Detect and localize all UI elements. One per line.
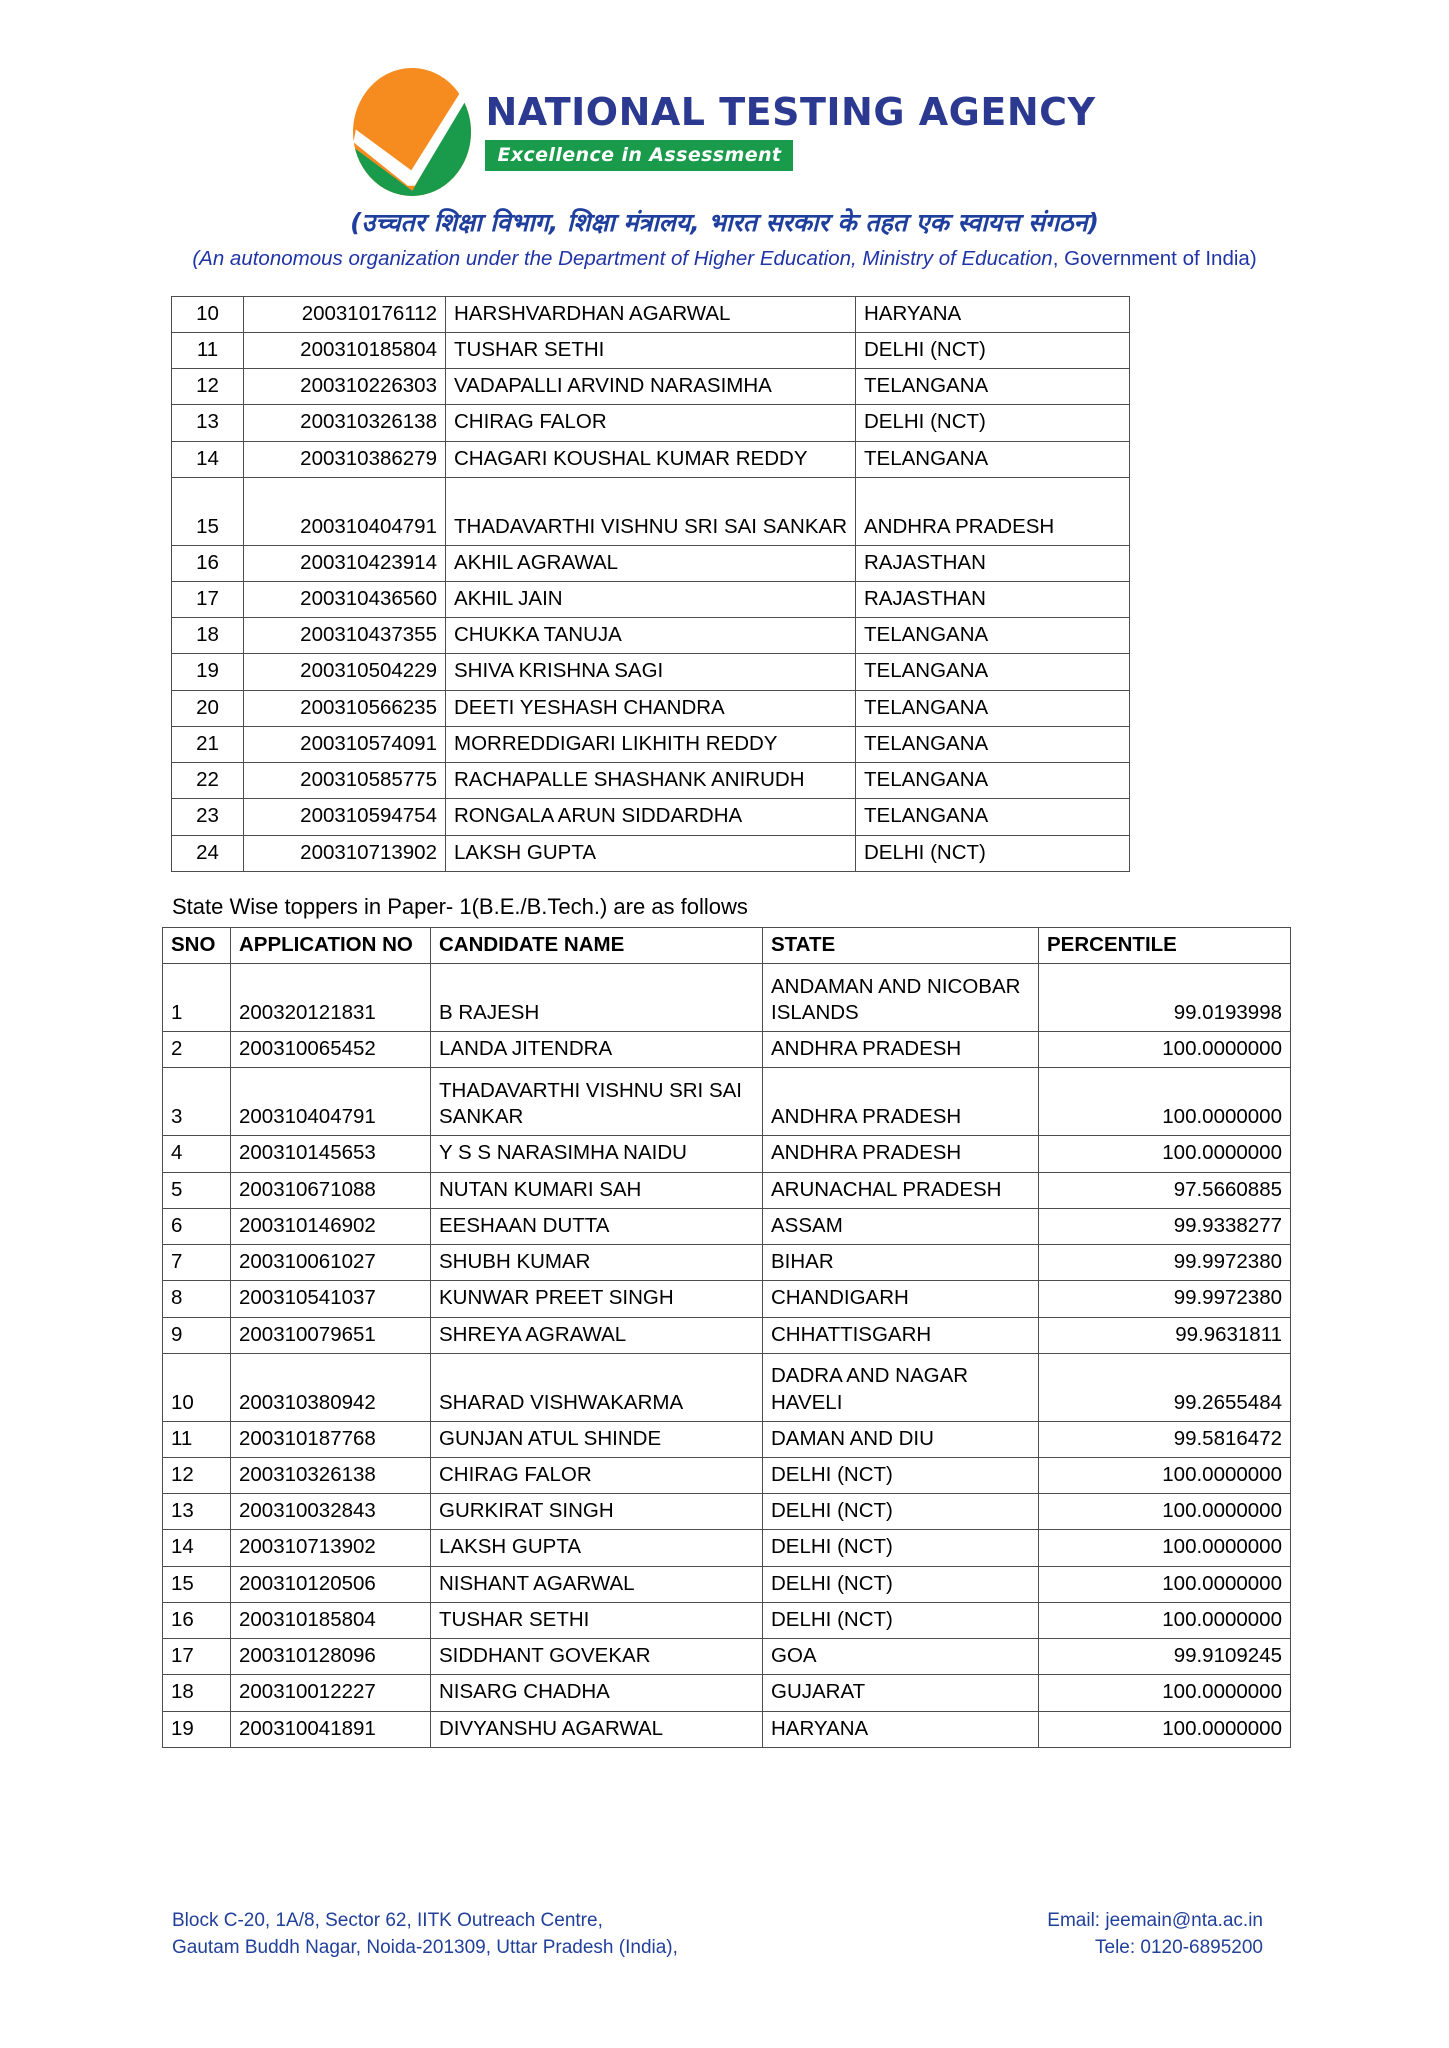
cell-application-no: 200310065452 — [231, 1032, 431, 1068]
cell-percentile: 99.9972380 — [1039, 1281, 1291, 1317]
cell-state: DAMAN AND DIU — [763, 1421, 1039, 1457]
footer-address — [172, 1907, 678, 1962]
cell-state: TELANGANA — [856, 726, 1130, 762]
table-row — [163, 1317, 1291, 1353]
cell-percentile: 99.5816472 — [1039, 1421, 1291, 1457]
english-subtitle-italic: (An autonomous organization under the Department of Higher Education, Ministry of Education — [192, 247, 1053, 270]
cell-sno: 9 — [163, 1317, 231, 1353]
cell-sno: 8 — [163, 1281, 231, 1317]
cell-state: ARUNACHAL PRADESH — [763, 1172, 1039, 1208]
cell-application-no: 200310226303 — [244, 369, 446, 405]
cell-sno: 10 — [172, 296, 244, 332]
footer-email: Email: jeemain@nta.ac.in — [1047, 1909, 1263, 1931]
cell-application-no: 200310012227 — [231, 1675, 431, 1711]
cell-application-no: 200310128096 — [231, 1639, 431, 1675]
english-subtitle-rest: , Government of India) — [1052, 247, 1257, 270]
cell-sno: 19 — [163, 1711, 231, 1747]
cell-sno: 21 — [172, 726, 244, 762]
cell-sno: 13 — [163, 1494, 231, 1530]
state-toppers-table — [162, 927, 1291, 1748]
cell-percentile: 100.0000000 — [1039, 1675, 1291, 1711]
cell-candidate-name: SHREYA AGRAWAL — [431, 1317, 763, 1353]
cell-state: HARYANA — [856, 296, 1130, 332]
cell-state: CHHATTISGARH — [763, 1317, 1039, 1353]
cell-application-no: 200310041891 — [231, 1711, 431, 1747]
cell-sno: 17 — [172, 582, 244, 618]
cell-application-no: 200310713902 — [244, 835, 446, 871]
cell-candidate-name: NUTAN KUMARI SAH — [431, 1172, 763, 1208]
cell-sno: 7 — [163, 1245, 231, 1281]
cell-application-no: 200310404791 — [244, 477, 446, 545]
cell-percentile: 100.0000000 — [1039, 1136, 1291, 1172]
cell-sno: 23 — [172, 799, 244, 835]
cell-percentile: 100.0000000 — [1039, 1711, 1291, 1747]
cell-application-no: 200310404791 — [231, 1068, 431, 1136]
table-row — [172, 690, 1130, 726]
cell-sno: 1 — [163, 964, 231, 1032]
footer-address-line-1: Block C-20, 1A/8, Sector 62, IITK Outreach Centre, — [172, 1909, 603, 1931]
cell-application-no: 200310380942 — [231, 1353, 431, 1421]
table-row — [172, 441, 1130, 477]
cell-percentile: 100.0000000 — [1039, 1530, 1291, 1566]
table-row — [163, 1172, 1291, 1208]
hindi-subtitle: (उच्चतर शिक्षा विभाग, शिक्षा मंत्रालय, भारत सरकार के तहत एक स्वायत्त संगठन) — [350, 208, 1099, 237]
cell-candidate-name: NISARG CHADHA — [431, 1675, 763, 1711]
cell-state: DELHI (NCT) — [856, 835, 1130, 871]
cell-state: RAJASTHAN — [856, 582, 1130, 618]
cell-state: DADRA AND NAGAR HAVELI — [763, 1353, 1039, 1421]
cell-application-no: 200310585775 — [244, 763, 446, 799]
cell-percentile: 100.0000000 — [1039, 1602, 1291, 1638]
cell-application-no: 200310146902 — [231, 1208, 431, 1244]
cell-percentile: 100.0000000 — [1039, 1566, 1291, 1602]
table-row — [163, 1136, 1291, 1172]
cell-application-no: 200310326138 — [244, 405, 446, 441]
cell-candidate-name: NISHANT AGARWAL — [431, 1566, 763, 1602]
table-row — [163, 1208, 1291, 1244]
column-header-state: STATE — [763, 927, 1039, 963]
logo-wordmark — [485, 90, 1096, 171]
cell-application-no: 200310594754 — [244, 799, 446, 835]
cell-application-no: 200310185804 — [244, 332, 446, 368]
cell-state: TELANGANA — [856, 690, 1130, 726]
document-footer — [0, 1907, 1449, 1962]
cell-sno: 4 — [163, 1136, 231, 1172]
cell-state: ASSAM — [763, 1208, 1039, 1244]
cell-candidate-name: VADAPALLI ARVIND NARASIMHA — [446, 369, 856, 405]
cell-candidate-name: SHARAD VISHWAKARMA — [431, 1353, 763, 1421]
cell-percentile: 99.0193998 — [1039, 964, 1291, 1032]
cell-candidate-name: LAKSH GUPTA — [431, 1530, 763, 1566]
cell-state: TELANGANA — [856, 654, 1130, 690]
table-row — [172, 726, 1130, 762]
cell-application-no: 200310185804 — [231, 1602, 431, 1638]
cell-percentile: 99.9631811 — [1039, 1317, 1291, 1353]
column-header-sno: SNO — [163, 927, 231, 963]
cell-percentile: 100.0000000 — [1039, 1032, 1291, 1068]
cell-candidate-name: CHAGARI KOUSHAL KUMAR REDDY — [446, 441, 856, 477]
column-header-application-no: APPLICATION NO — [231, 927, 431, 963]
column-header-candidate-name: CANDIDATE NAME — [431, 927, 763, 963]
cell-sno: 12 — [163, 1457, 231, 1493]
nta-logo-icon — [353, 68, 471, 196]
cell-candidate-name: DEETI YESHASH CHANDRA — [446, 690, 856, 726]
cell-application-no: 200320121831 — [231, 964, 431, 1032]
cell-state: DELHI (NCT) — [856, 405, 1130, 441]
cell-percentile: 99.2655484 — [1039, 1353, 1291, 1421]
state-toppers-table-head — [163, 927, 1291, 963]
table-row — [163, 1457, 1291, 1493]
table-row — [172, 369, 1130, 405]
cell-percentile: 100.0000000 — [1039, 1068, 1291, 1136]
table-row — [172, 405, 1130, 441]
cell-state: DELHI (NCT) — [763, 1530, 1039, 1566]
cell-state: GOA — [763, 1639, 1039, 1675]
table-row — [163, 1068, 1291, 1136]
cell-percentile: 99.9972380 — [1039, 1245, 1291, 1281]
cell-candidate-name: AKHIL AGRAWAL — [446, 545, 856, 581]
cell-state: TELANGANA — [856, 369, 1130, 405]
cell-state: HARYANA — [763, 1711, 1039, 1747]
cell-application-no: 200310436560 — [244, 582, 446, 618]
table-row — [172, 296, 1130, 332]
cell-state: ANDHRA PRADESH — [763, 1136, 1039, 1172]
cell-candidate-name: KUNWAR PREET SINGH — [431, 1281, 763, 1317]
footer-address-line-2: Gautam Buddh Nagar, Noida-201309, Uttar Pradesh (India), — [172, 1937, 678, 1959]
cell-candidate-name: RACHAPALLE SHASHANK ANIRUDH — [446, 763, 856, 799]
cell-application-no: 200310504229 — [244, 654, 446, 690]
cell-candidate-name: CHIRAG FALOR — [431, 1457, 763, 1493]
cell-state: TELANGANA — [856, 618, 1130, 654]
cell-sno: 19 — [172, 654, 244, 690]
cell-sno: 5 — [163, 1172, 231, 1208]
cell-state: ANDHRA PRADESH — [763, 1068, 1039, 1136]
cell-candidate-name: LANDA JITENDRA — [431, 1032, 763, 1068]
cell-state: DELHI (NCT) — [763, 1457, 1039, 1493]
cell-state: ANDHRA PRADESH — [856, 477, 1130, 545]
state-toppers-table-body — [163, 964, 1291, 1748]
cell-state: ANDAMAN AND NICOBAR ISLANDS — [763, 964, 1039, 1032]
top-candidates-table-body — [172, 296, 1130, 871]
cell-state: ANDHRA PRADESH — [763, 1032, 1039, 1068]
cell-application-no: 200310176112 — [244, 296, 446, 332]
cell-sno: 20 — [172, 690, 244, 726]
cell-candidate-name: HARSHVARDHAN AGARWAL — [446, 296, 856, 332]
agency-tagline: Excellence in Assessment — [485, 140, 793, 171]
table-header-row — [163, 927, 1291, 963]
cell-sno: 2 — [163, 1032, 231, 1068]
table-row — [163, 1353, 1291, 1421]
cell-sno: 12 — [172, 369, 244, 405]
cell-application-no: 200310032843 — [231, 1494, 431, 1530]
cell-percentile: 99.9338277 — [1039, 1208, 1291, 1244]
agency-name: NATIONAL TESTING AGENCY — [485, 90, 1096, 135]
table-row — [172, 763, 1130, 799]
cell-candidate-name: LAKSH GUPTA — [446, 835, 856, 871]
cell-candidate-name: SHIVA KRISHNA SAGI — [446, 654, 856, 690]
cell-candidate-name: EESHAAN DUTTA — [431, 1208, 763, 1244]
cell-percentile: 99.9109245 — [1039, 1639, 1291, 1675]
cell-application-no: 200310187768 — [231, 1421, 431, 1457]
cell-state: DELHI (NCT) — [763, 1566, 1039, 1602]
cell-candidate-name: B RAJESH — [431, 964, 763, 1032]
top-candidates-table-wrap — [171, 296, 1449, 872]
cell-candidate-name: GURKIRAT SINGH — [431, 1494, 763, 1530]
cell-application-no: 200310437355 — [244, 618, 446, 654]
cell-candidate-name: GUNJAN ATUL SHINDE — [431, 1421, 763, 1457]
cell-sno: 16 — [172, 545, 244, 581]
cell-candidate-name: RONGALA ARUN SIDDARDHA — [446, 799, 856, 835]
cell-sno: 6 — [163, 1208, 231, 1244]
cell-state: DELHI (NCT) — [856, 332, 1130, 368]
cell-candidate-name: SHUBH KUMAR — [431, 1245, 763, 1281]
cell-sno: 3 — [163, 1068, 231, 1136]
cell-sno: 18 — [163, 1675, 231, 1711]
cell-sno: 11 — [172, 332, 244, 368]
cell-application-no: 200310671088 — [231, 1172, 431, 1208]
english-subtitle — [0, 247, 1449, 272]
cell-application-no: 200310574091 — [244, 726, 446, 762]
cell-sno: 15 — [172, 477, 244, 545]
cell-application-no: 200310061027 — [231, 1245, 431, 1281]
table-row — [172, 799, 1130, 835]
cell-state: DELHI (NCT) — [763, 1602, 1039, 1638]
table-row — [172, 332, 1130, 368]
section-note: State Wise toppers in Paper- 1(B.E./B.Tech.) are as follows — [172, 893, 748, 919]
footer-contact — [1047, 1907, 1263, 1962]
cell-state: DELHI (NCT) — [763, 1494, 1039, 1530]
cell-state: TELANGANA — [856, 441, 1130, 477]
cell-sno: 15 — [163, 1566, 231, 1602]
cell-application-no: 200310713902 — [231, 1530, 431, 1566]
column-header-percentile: PERCENTILE — [1039, 927, 1291, 963]
top-candidates-table — [171, 296, 1130, 872]
cell-candidate-name: THADAVARTHI VISHNU SRI SAI SANKAR — [431, 1068, 763, 1136]
table-row — [163, 1494, 1291, 1530]
cell-sno: 16 — [163, 1602, 231, 1638]
table-row — [163, 1530, 1291, 1566]
cell-candidate-name: MORREDDIGARI LIKHITH REDDY — [446, 726, 856, 762]
cell-candidate-name: AKHIL JAIN — [446, 582, 856, 618]
table-row — [163, 1566, 1291, 1602]
table-row — [163, 1675, 1291, 1711]
cell-candidate-name: CHUKKA TANUJA — [446, 618, 856, 654]
table-row — [172, 618, 1130, 654]
cell-application-no: 200310423914 — [244, 545, 446, 581]
cell-sno: 13 — [172, 405, 244, 441]
cell-application-no: 200310145653 — [231, 1136, 431, 1172]
cell-candidate-name: TUSHAR SETHI — [431, 1602, 763, 1638]
cell-sno: 22 — [172, 763, 244, 799]
cell-percentile: 97.5660885 — [1039, 1172, 1291, 1208]
cell-state: TELANGANA — [856, 763, 1130, 799]
table-row — [163, 1711, 1291, 1747]
cell-percentile: 100.0000000 — [1039, 1457, 1291, 1493]
cell-candidate-name: DIVYANSHU AGARWAL — [431, 1711, 763, 1747]
table-row — [172, 654, 1130, 690]
cell-sno: 17 — [163, 1639, 231, 1675]
cell-sno: 18 — [172, 618, 244, 654]
table-row — [163, 1281, 1291, 1317]
cell-sno: 14 — [172, 441, 244, 477]
cell-sno: 11 — [163, 1421, 231, 1457]
table-row — [163, 1602, 1291, 1638]
table-row — [163, 1639, 1291, 1675]
cell-state: CHANDIGARH — [763, 1281, 1039, 1317]
cell-candidate-name: Y S S NARASIMHA NAIDU — [431, 1136, 763, 1172]
cell-state: BIHAR — [763, 1245, 1039, 1281]
cell-application-no: 200310566235 — [244, 690, 446, 726]
cell-percentile: 100.0000000 — [1039, 1494, 1291, 1530]
cell-application-no: 200310326138 — [231, 1457, 431, 1493]
cell-application-no: 200310386279 — [244, 441, 446, 477]
table-row — [172, 545, 1130, 581]
table-row — [172, 477, 1130, 545]
table-row — [172, 582, 1130, 618]
cell-application-no: 200310079651 — [231, 1317, 431, 1353]
cell-sno: 24 — [172, 835, 244, 871]
cell-sno: 10 — [163, 1353, 231, 1421]
document-header — [0, 0, 1449, 272]
table-row — [163, 1032, 1291, 1068]
cell-state: GUJARAT — [763, 1675, 1039, 1711]
logo-row — [0, 68, 1449, 196]
cell-application-no: 200310120506 — [231, 1566, 431, 1602]
cell-sno: 14 — [163, 1530, 231, 1566]
cell-candidate-name: CHIRAG FALOR — [446, 405, 856, 441]
cell-candidate-name: THADAVARTHI VISHNU SRI SAI SANKAR — [446, 477, 856, 545]
state-toppers-table-wrap — [162, 927, 1449, 1748]
footer-tele: Tele: 0120-6895200 — [1095, 1937, 1263, 1959]
table-row — [163, 964, 1291, 1032]
cell-application-no: 200310541037 — [231, 1281, 431, 1317]
table-row — [163, 1421, 1291, 1457]
cell-state: TELANGANA — [856, 799, 1130, 835]
cell-state: RAJASTHAN — [856, 545, 1130, 581]
cell-candidate-name: SIDDHANT GOVEKAR — [431, 1639, 763, 1675]
cell-candidate-name: TUSHAR SETHI — [446, 332, 856, 368]
table-row — [172, 835, 1130, 871]
table-row — [163, 1245, 1291, 1281]
